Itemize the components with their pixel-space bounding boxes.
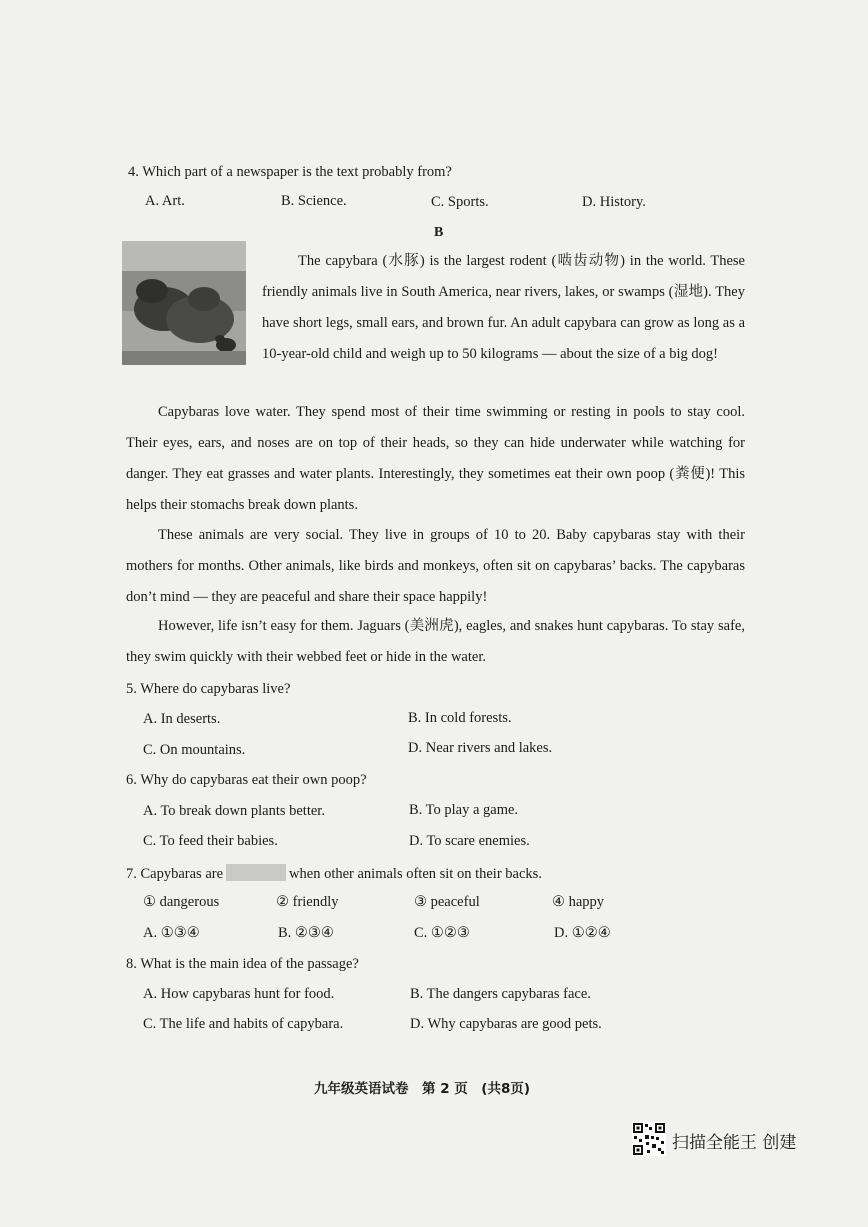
q7-text-after: when other animals often sit on their backs. [289, 866, 542, 882]
q7-word-2: ② friendly [276, 894, 339, 910]
passage-paragraph-4: However, life isn’t easy for them. Jaguars (美洲虎), eagles, and snakes hunt capybaras. To stay safe, they swim quickly with their webbed feet or hide in the water. [126, 618, 745, 665]
q5-option-a: A. In deserts. [143, 711, 221, 727]
scanner-watermark: 扫描全能王 创建 [672, 1133, 797, 1153]
q6-option-c: C. To feed their babies. [143, 833, 278, 849]
q4-option-c: C. Sports. [431, 194, 489, 210]
qr-code-icon [632, 1122, 666, 1156]
question-6: 6. Why do capybaras eat their own poop? [126, 772, 367, 788]
section-b-heading: B [434, 225, 444, 240]
q7-word-4: ④ happy [552, 894, 605, 910]
passage-paragraph-1 [262, 246, 745, 370]
passage-paragraph-3: These animals are very social. They live in groups of 10 to 20. Baby capybaras stay with their mothers for months. Other animals, like birds and monkeys, often sit on capybaras’ backs. The capybaras don’t mind — they are peaceful and share their space happily! [126, 527, 745, 605]
q7-word-3: ③ peaceful [414, 894, 480, 910]
passage-paragraph-2: Capybaras love water. They spend most of their time swimming or resting in pools to stay cool. Their eyes, ears, and noses are on top of their heads, so they can hide underwater while watching for danger. They eat grasses and water plants. Interestingly, they sometimes eat their own poop (粪便)! This helps their stomachs break down plants. [126, 404, 745, 513]
q7-blank [226, 864, 286, 881]
q4-option-b: B. Science. [281, 193, 347, 209]
q6-option-d: D. To scare enemies. [409, 833, 530, 849]
capybara-photo [122, 241, 246, 365]
question-8: 8. What is the main idea of the passage? [126, 956, 359, 972]
q7-text-before: 7. Capybaras are [126, 866, 224, 882]
question-7 [126, 864, 542, 883]
q6-option-b: B. To play a game. [409, 802, 519, 818]
q7-option-c: C. ①②③ [414, 925, 470, 941]
page-footer: 九年级英语试卷 第 2 页 (共8页) [314, 1081, 531, 1097]
q5-option-d: D. Near rivers and lakes. [408, 740, 553, 756]
q8-option-b: B. The dangers capybaras face. [410, 986, 591, 1002]
question-4: 4. Which part of a newspaper is the text probably from? [128, 164, 452, 180]
q8-option-d: D. Why capybaras are good pets. [410, 1016, 602, 1032]
q4-option-d: D. History. [582, 194, 646, 210]
q7-option-d: D. ①②④ [554, 925, 611, 941]
q5-option-c: C. On mountains. [143, 742, 246, 758]
q6-option-a: A. To break down plants better. [143, 803, 325, 819]
q7-option-a: A. ①③④ [143, 925, 200, 941]
q8-option-a: A. How capybaras hunt for food. [143, 986, 335, 1002]
passage-paragraph-1-text: The capybara (水豚) is the largest rodent (啮齿动物) in the world. These friendly animals live in South America, near rivers, lakes, or swamps (湿地). They have short legs, small ears, and brown fur. An adult capybara can grow as long as a 10-year-old child and weigh up to 50 kilograms — about the size of a big dog! [262, 253, 745, 362]
capybara-photo-illustration [122, 241, 246, 365]
q7-word-1: ① dangerous [143, 894, 220, 910]
q5-option-b: B. In cold forests. [408, 710, 512, 726]
q4-option-a: A. Art. [145, 193, 185, 209]
q8-option-c: C. The life and habits of capybara. [143, 1016, 344, 1032]
q7-option-b: B. ②③④ [278, 925, 334, 941]
question-5: 5. Where do capybaras live? [126, 681, 291, 697]
